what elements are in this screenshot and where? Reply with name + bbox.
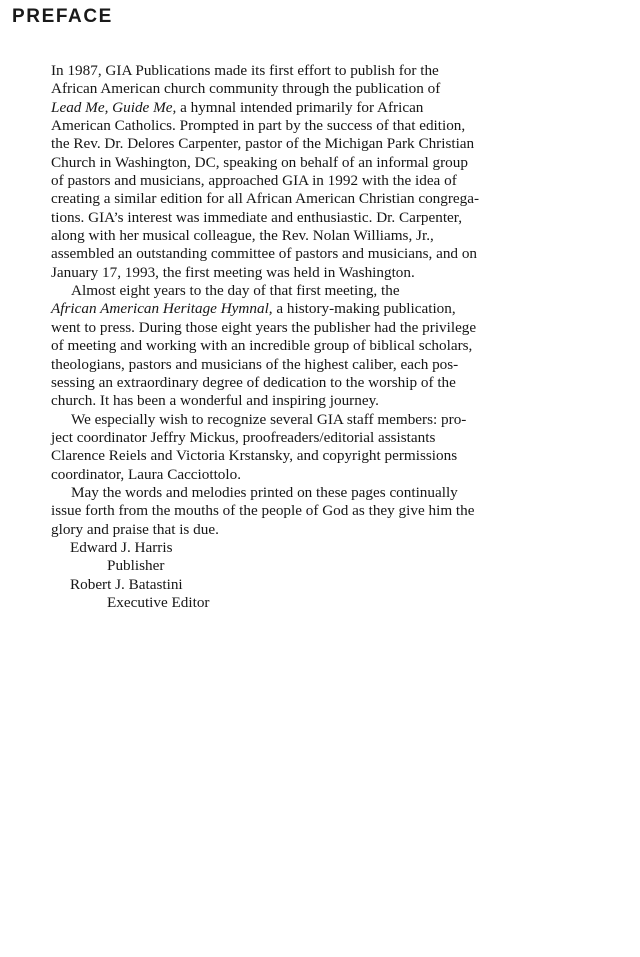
text-line: issue forth from the mouths of the people of God as they give him the	[51, 502, 475, 520]
signature-block	[70, 539, 209, 612]
text-line: of meeting and working with an incredible group of biblical scholars,	[51, 337, 473, 355]
text-line	[51, 300, 496, 318]
text-line	[51, 99, 496, 117]
text-line: coordinator, Laura Cacciottolo.	[51, 465, 242, 483]
text-line: ject coordinator Jeffry Mickus, proofreaders/editorial assistants	[51, 428, 436, 446]
preface-body	[51, 62, 496, 539]
text-line: Church in Washington, DC, speaking on behalf of an informal group	[51, 153, 468, 171]
signatory-title: Executive Editor	[107, 594, 210, 612]
page-title: PREFACE	[12, 6, 113, 27]
hymnal-title: African American Heritage Hymnal,	[51, 300, 273, 318]
hymnal-title: Lead Me, Guide Me,	[51, 98, 177, 116]
text-line: theologians, pastors and musicians of the highest caliber, each pos-	[51, 355, 459, 373]
text-line: went to press. During those eight years the publisher had the privilege	[51, 318, 477, 336]
text-line: African American church community through the publication of	[51, 80, 441, 98]
paragraph	[51, 484, 496, 539]
signatory-title: Publisher	[107, 557, 165, 575]
text-line: along with her musical colleague, the Rev. Nolan Williams, Jr.,	[51, 227, 434, 245]
text-line: Almost eight years to the day of that first meeting, the	[71, 282, 400, 300]
text-line: of pastors and musicians, approached GIA in 1992 with the idea of	[51, 172, 457, 190]
text-line: We especially wish to recognize several GIA staff members: pro-	[71, 410, 467, 428]
text-line: the Rev. Dr. Delores Carpenter, pastor of the Michigan Park Christian	[51, 135, 475, 153]
text-line: tions. GIA’s interest was immediate and enthusiastic. Dr. Carpenter,	[51, 208, 463, 226]
text-line-rest: a hymnal intended primarily for African	[176, 98, 424, 116]
text-line: January 17, 1993, the first meeting was held in Washington.	[51, 263, 415, 281]
text-line: sessing an extraordinary degree of dedication to the worship of the	[51, 373, 456, 391]
paragraph	[51, 282, 496, 410]
text-line: Clarence Reiels and Victoria Krstansky, and copyright permissions	[51, 447, 458, 465]
text-line: In 1987, GIA Publications made its first effort to publish for the	[51, 62, 439, 79]
signatory-name: Robert J. Batastini	[70, 575, 183, 593]
paragraph	[51, 411, 496, 484]
text-line: church. It has been a wonderful and inspiring journey.	[51, 392, 379, 410]
text-line: May the words and melodies printed on these pages continually	[71, 483, 458, 501]
text-line: glory and praise that is due.	[51, 520, 219, 538]
text-line-rest: a history-making publication,	[272, 300, 456, 318]
text-line: creating a similar edition for all African American Christian congrega-	[51, 190, 480, 208]
paragraph	[51, 62, 496, 282]
signatory-name: Edward J. Harris	[70, 539, 173, 556]
text-line: assembled an outstanding committee of pastors and musicians, and on	[51, 245, 478, 263]
text-line: American Catholics. Prompted in part by the success of that edition,	[51, 117, 466, 135]
